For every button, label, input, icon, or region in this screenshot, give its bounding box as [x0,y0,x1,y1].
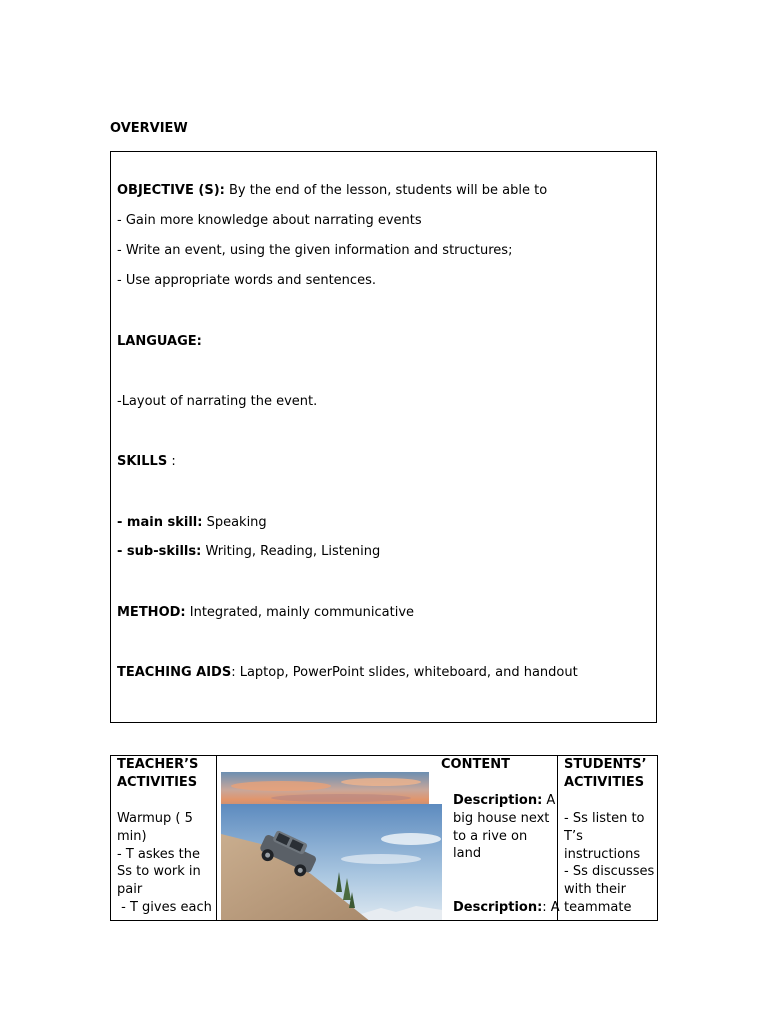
skills-suffix: : [167,454,176,469]
objective-text: By the end of the lesson, students will be able to [224,183,548,198]
teacher-header [117,756,198,792]
teacher-activity-line: min) [117,828,147,844]
main-skill-line [117,515,267,530]
sub-skills-label: - sub-skills: [117,544,202,559]
teacher-activity-line: Warmup ( 5 [117,811,193,826]
description-label: Description: [453,793,543,808]
student-activity-line: instructions [564,846,641,862]
teacher-activity-line: - T gives each [117,899,212,915]
teaching-aids-value: : Laptop, PowerPoint slides, whiteboard, and handout [231,665,578,680]
objective-item: - Write an event, using the given information and structures; [117,243,513,258]
teacher-activities [117,810,212,917]
method-line [117,605,414,620]
description-label: Description: [453,900,543,915]
description-line: to a rive on [453,828,528,844]
student-activity-line: T’s [564,828,583,844]
car-on-hill-photo [221,804,442,921]
car-scene-graphic [221,804,442,921]
teacher-header-line: ACTIVITIES [117,774,198,790]
activities-table [110,755,658,921]
description-2 [453,899,560,917]
student-activity-line: with their [564,882,627,898]
skills-label: SKILLS [117,454,168,469]
objective-item: - Use appropriate words and sentences. [117,273,376,288]
column-divider [557,756,558,920]
teacher-activity-line: - T askes the [117,846,200,862]
description-text: A [542,793,556,808]
teacher-activity-line: pair [117,882,143,898]
objective-line [117,183,547,198]
teacher-activity-line: Ss to work in [117,864,201,880]
overview-box [110,151,657,723]
column-divider [216,756,217,920]
teaching-aids-line [117,665,578,680]
content-header: CONTENT [441,757,510,772]
description-line: land [453,846,482,862]
description-text: : A [542,900,560,915]
teaching-aids-label: TEACHING AIDS [117,665,232,680]
overview-heading: OVERVIEW [110,121,188,136]
sub-skills-line [117,544,380,559]
language-label: LANGUAGE: [117,334,202,349]
description-1 [453,792,555,863]
sub-skills-value: Writing, Reading, Listening [201,544,381,559]
objective-label: OBJECTIVE (S): [117,183,225,198]
students-header-line: STUDENTS’ [564,757,647,772]
students-header [564,756,647,792]
main-skill-value: Speaking [202,515,267,530]
main-skill-label: - main skill: [117,515,203,530]
description-line: big house next [453,810,550,826]
teacher-header-line: TEACHER’S [117,757,199,772]
method-label: METHOD: [117,605,186,620]
method-value: Integrated, mainly communicative [185,605,415,620]
students-activities [564,810,654,917]
students-header-line: ACTIVITIES [564,774,645,790]
student-activity-line: - Ss discusses [564,864,655,880]
objective-item: - Gain more knowledge about narrating events [117,213,422,228]
student-activity-line: teammate [564,899,632,915]
skills-line [117,454,176,469]
student-activity-line: - Ss listen to [564,811,645,826]
language-text: -Layout of narrating the event. [117,394,318,409]
